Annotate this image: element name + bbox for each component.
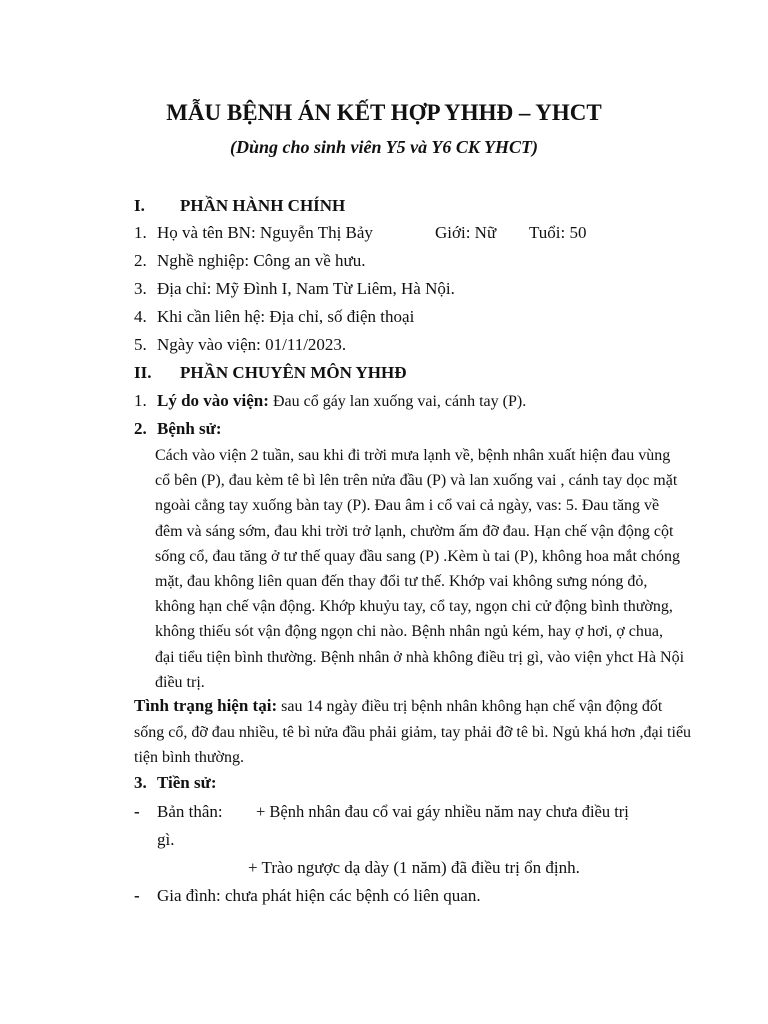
item1-number: 1. <box>134 223 147 242</box>
reason-label: Lý do vào viện: <box>157 391 269 410</box>
section1-roman: I. <box>134 196 145 215</box>
reason-number: 1. <box>134 391 147 410</box>
patient-name: Họ và tên BN: Nguyễn Thị Bảy <box>157 223 373 242</box>
past-label: Tiền sử: <box>157 773 217 792</box>
item4-number: 4. <box>134 307 147 326</box>
admission-date: Ngày vào viện: 01/11/2023. <box>157 335 347 354</box>
self-history-line2: + Trào ngược dạ dày (1 năm) đã điều trị ổn định. <box>248 858 580 877</box>
document-subtitle: (Dùng cho sinh viên Y5 và Y6 CK YHCT) <box>229 137 539 157</box>
address: Địa chỉ: Mỹ Đình I, Nam Từ Liêm, Hà Nội. <box>157 279 455 298</box>
item2-number: 2. <box>134 251 147 270</box>
history-paragraph: Cách vào viện 2 tuần, sau khi đi trời mưa lạnh về, bệnh nhân xuất hiện đau vùng cổ bên (P), đau kèm tê bì lên trên nửa đầu (P) và lan xuống vai , cánh tay dọc mặt ngoài cẳng tay xuống bàn tay (P). Đau âm i cổ vai cả ngày, vas: 5. Đau tăng về đêm và sáng sớm, đau khi trời trở lạnh, chườm ấm đỡ đau. Hạn chế vận động cột sống cổ, đau tăng ở tư thế quay đầu sang (P) .Kèm ù tai (P), không hoa mắt chóng mặt, đau không liên quan đến thay đổi tư thế. Khớp vai không sưng nóng đỏ, không hạn chế vận động. Khớp khuỷu tay, cổ tay, ngọn chi cử động bình thường, không thiếu sót vận động ngọn chi nào. Bệnh nhân ngủ kém, hay ợ hơi, ợ chua, đại tiểu tiện bình thường. Bệnh nhân ở nhà không điều trị gì, vào viện yhct Hà Nội điều trị. <box>155 447 685 691</box>
patient-gender: Giới: Nữ <box>435 223 497 242</box>
section2-heading: PHẦN CHUYÊN MÔN YHHĐ <box>180 363 407 382</box>
history-label: Bệnh sử: <box>157 419 222 438</box>
occupation: Nghề nghiệp: Công an về hưu. <box>157 251 366 270</box>
history-number: 2. <box>134 419 147 438</box>
section1-heading: PHẦN HÀNH CHÍNH <box>180 196 346 215</box>
self-history-line1: + Bệnh nhân đau cổ vai gáy nhiều năm nay chưa điều trị <box>256 802 629 821</box>
current-status-label: Tình trạng hiện tại: <box>134 696 278 715</box>
item5-number: 5. <box>134 335 147 354</box>
section2-roman: II. <box>134 363 152 382</box>
past-number: 3. <box>134 773 147 792</box>
self-history-line1-cont: gì. <box>157 830 175 849</box>
family-dash: - <box>134 886 140 905</box>
document-title: MẪU BỆNH ÁN KẾT HỢP YHHĐ – YHCT <box>166 100 602 125</box>
family-history: Gia đình: chưa phát hiện các bệnh có liên quan. <box>157 886 481 905</box>
reason-line <box>157 391 526 411</box>
self-label: Bản thân: <box>157 802 223 821</box>
reason-text: Đau cổ gáy lan xuống vai, cánh tay (P). <box>268 393 527 410</box>
self-dash: - <box>134 802 140 821</box>
patient-age: Tuổi: 50 <box>529 223 587 242</box>
current-status-paragraph <box>134 693 694 771</box>
item3-number: 3. <box>134 279 147 298</box>
contact: Khi cần liên hệ: Địa chỉ, số điện thoại <box>157 307 415 326</box>
current-status-text: sau 14 ngày điều trị bệnh nhân không hạn chế vận động đốt sống cổ, đỡ đau nhiều, tê bì nửa đầu phải giảm, tay phải đỡ tê bì. Ngủ khá hơn ,đại tiểu tiện bình thường. <box>134 698 692 766</box>
